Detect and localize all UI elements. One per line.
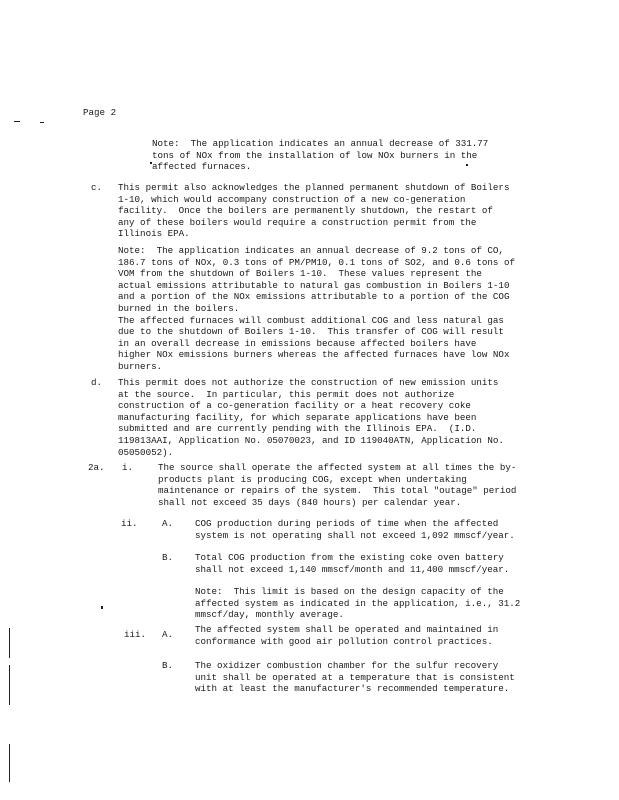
item-i-text: The source shall operate the affected system at all times the by- products plant is producing COG, except when undertaking maintenance or repairs of the system. This total "outage" period shall not exceed 35 days (840 hours) per calendar year. <box>158 462 517 508</box>
note-nox-burners: Note: The application indicates an annual decrease of 331.77 tons of NOx from the installation of low NOx burners in the affected furnaces. <box>152 138 489 173</box>
scan-speck <box>466 164 468 166</box>
item-iii-b-text: The oxidizer combustion chamber for the sulfur recovery unit shall be operated at a temperature that is consistent with at least the manufacturer's recommended temperature. <box>195 660 515 695</box>
item-ii-a-label: A. <box>162 518 174 529</box>
item-ii-note: Note: This limit is based on the design capacity of the affected system as indicated in the application, i.e., 31.2 mmscf/day, monthly average. <box>195 586 521 621</box>
item-iii-a-text: The affected system shall be operated and maintained in conformance with good air pollution control practices. <box>195 624 499 647</box>
scan-speck <box>40 122 44 123</box>
condition-2a-label: 2a. <box>88 462 105 473</box>
section-c-text: This permit also acknowledges the planned permanent shutdown of Boilers 1-10, which would accompany construction of a new co-generation facility. Once the boilers are permanently shutdown, the restart of any of these boilers would require a construction permit from the Illinois EPA. <box>118 182 510 240</box>
scan-speck <box>14 121 20 122</box>
section-d-label: d. <box>91 377 103 388</box>
item-i-label: i. <box>122 462 134 473</box>
item-iii-label: iii. <box>124 629 147 640</box>
item-ii-b-text: Total COG production from the existing coke oven battery shall not exceed 1,140 mmscf/month and 11,400 mmscf/year. <box>195 552 510 575</box>
item-iii-a-label: A. <box>162 629 174 640</box>
item-ii-label: ii. <box>121 518 138 529</box>
item-iii-b-label: B. <box>162 660 174 671</box>
section-c-label: c. <box>91 182 103 193</box>
scan-margin-line <box>9 665 10 705</box>
scan-margin-line <box>9 744 10 782</box>
section-d-text: This permit does not authorize the construction of new emission units at the source. In particular, this permit does not authorize construction of a co-generation facility or a heat recovery coke manufacturing facility, for which separate applications have been submitted and are currently pending with the Illinois EPA. (I.D. 119813AAI, Application No. 05070023, and ID 119040ATN, Application No. 05050052). <box>118 377 504 458</box>
scan-speck <box>150 162 152 164</box>
scan-margin-line <box>9 628 10 658</box>
scan-speck <box>101 606 103 609</box>
item-ii-a-text: COG production during periods of time when the affected system is not operating shall not exceed 1,092 mmscf/year. <box>195 518 515 541</box>
item-ii-b-label: B. <box>162 552 174 563</box>
page-label: Page 2 <box>83 107 117 118</box>
section-c-note: Note: The application indicates an annual decrease of 9.2 tons of CO, 186.7 tons of NOx, 0.3 tons of PM/PM10, 0.1 tons of SO2, and 0.6 tons of VOM from the shutdown of Boilers 1-10. These values represent the actual emissions attributable to natural gas combustion in Boilers 1-10 and a portion of the NOx emissions attributable to a portion of the COG burned in the boilers. The affected furnaces will combust additional COG and less natural gas due to the shutdown of Boilers 1-10. This transfer of COG will result in an overall decrease in emissions because affected boilers have higher NOx emissions burners whereas the affected furnaces have low NOx burners. <box>118 245 515 372</box>
